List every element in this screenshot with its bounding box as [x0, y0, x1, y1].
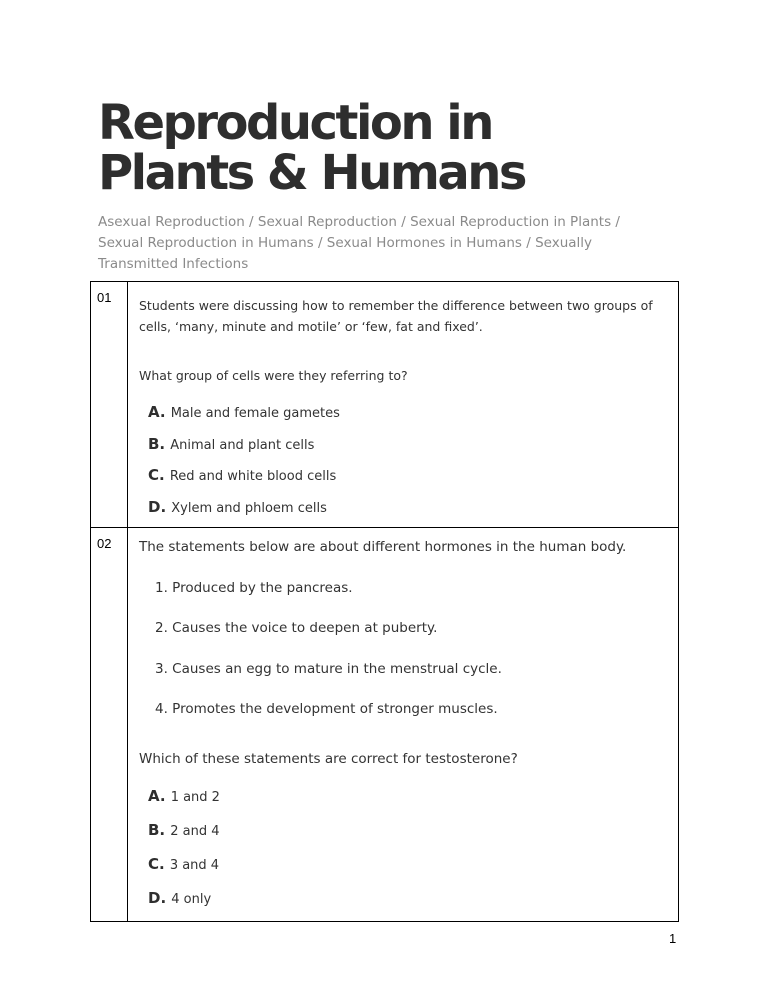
answer-option-b[interactable]	[148, 433, 678, 456]
option-text: 3 and 4	[169, 858, 220, 873]
statement-item: 4. Promotes the development of stronger muscles.	[155, 701, 498, 717]
answer-option-c[interactable]	[148, 853, 678, 876]
option-letter: A.	[148, 403, 166, 421]
question-content	[128, 528, 679, 922]
option-letter: D.	[148, 889, 167, 907]
option-letter: A.	[148, 787, 166, 805]
statement-item: 3. Causes an egg to mature in the menstrual cycle.	[155, 660, 502, 677]
option-text: Male and female gametes	[170, 406, 340, 421]
option-text: Xylem and phloem cells	[171, 500, 327, 516]
option-letter: D.	[148, 497, 167, 516]
option-letter: B.	[148, 434, 166, 453]
answer-option-d[interactable]	[148, 887, 678, 910]
page-title-line-2: Plants & Humans	[98, 145, 525, 201]
option-letter: B.	[148, 821, 166, 839]
option-text: 2 and 4	[170, 824, 220, 839]
question-content	[128, 282, 679, 528]
question-stem: Students were discussing how to remember the difference between two groups of cells, ‘many, minute and motile’ or ‘few, fat and fixed’.	[139, 298, 653, 334]
question-row-01	[91, 282, 679, 528]
question-prompt: Which of these statements are correct for testosterone?	[139, 751, 518, 767]
question-row-02	[91, 528, 679, 922]
answer-option-a[interactable]	[148, 401, 678, 424]
answer-option-d[interactable]	[148, 496, 678, 519]
topics-subtitle: Asexual Reproduction / Sexual Reproduction / Sexual Reproduction in Plants / Sexual Reproduction in Humans / Sexual Hormones in Humans / Sexually Transmitted Infections	[98, 214, 620, 272]
questions-table	[90, 281, 679, 922]
page-title-line-1: Reproduction in	[98, 95, 492, 151]
answer-options	[139, 785, 678, 910]
option-text: 1 and 2	[170, 790, 220, 805]
option-text: Animal and plant cells	[170, 437, 315, 453]
question-number: 02	[91, 528, 128, 922]
page-title	[98, 95, 525, 201]
question-stem: The statements below are about different hormones in the human body.	[139, 539, 627, 555]
answer-options	[139, 401, 678, 519]
statement-list	[139, 578, 678, 721]
answer-option-b[interactable]	[148, 819, 678, 842]
answer-option-c[interactable]	[148, 464, 678, 487]
question-prompt: What group of cells were they referring to?	[139, 368, 408, 383]
answer-option-a[interactable]	[148, 785, 678, 808]
option-text: 4 only	[171, 892, 212, 907]
statement-item: 2. Causes the voice to deepen at puberty.	[155, 620, 438, 636]
page-number: 1	[669, 931, 677, 946]
option-letter: C.	[148, 855, 165, 873]
question-number: 01	[91, 282, 128, 528]
statement-item: 1. Produced by the pancreas.	[155, 579, 353, 596]
option-text: Red and white blood cells	[169, 469, 337, 484]
option-letter: C.	[148, 466, 165, 484]
